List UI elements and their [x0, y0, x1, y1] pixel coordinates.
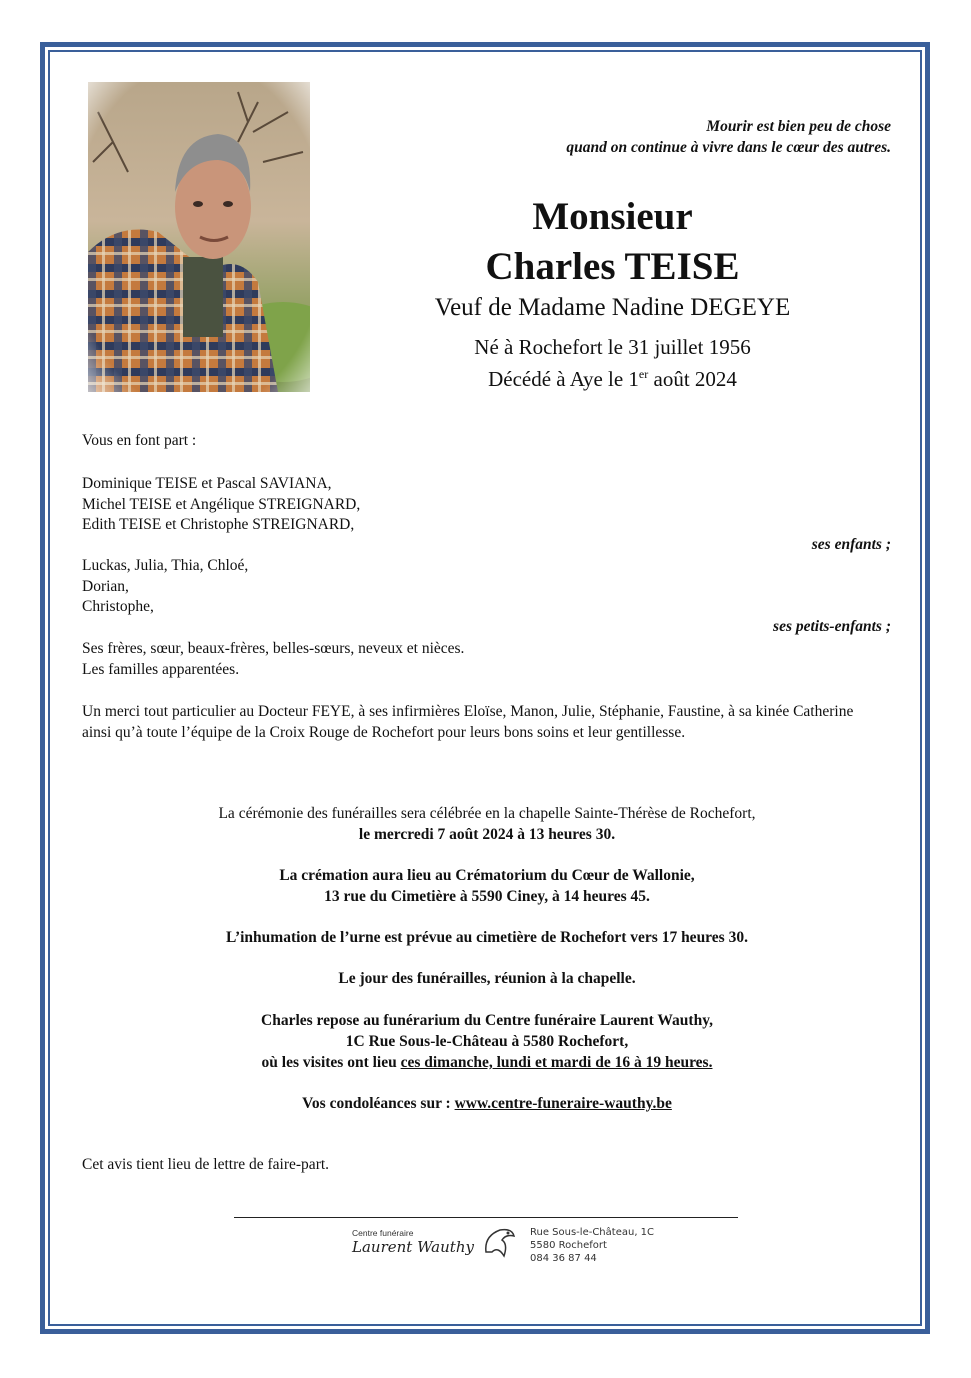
- grandchild-line: Dorian,: [82, 577, 129, 595]
- footer-divider: [234, 1217, 738, 1218]
- children-label: ses enfants ;: [811, 536, 891, 553]
- grandchildren-label: ses petits-enfants ;: [773, 618, 891, 635]
- condolences-link[interactable]: www.centre-funeraire-wauthy.be: [454, 1095, 672, 1112]
- quote-line-2: quand on continue à vivre dans le cœur des autres.: [566, 139, 891, 156]
- birth-line: Né à Rochefort le 31 juillet 1956: [474, 335, 751, 359]
- logo-phone: 084 36 87 44: [530, 1253, 597, 1264]
- ceremony-line-2: le mercredi 7 août 2024 à 13 heures 30.: [358, 826, 616, 843]
- burial-line: L’inhumation de l’urne est prévue au cimetière de Rochefort vers 17 heures 30.: [226, 929, 748, 946]
- cremation-line-2: 13 rue du Cimetière à 5590 Ciney, à 14 heures 45.: [324, 888, 650, 905]
- visits-hours: ces dimanche, lundi et mardi de 16 à 19 heures.: [400, 1054, 713, 1071]
- logo-script-text: Laurent Wauthy: [352, 1238, 474, 1256]
- ceremony-line-1: La cérémonie des funérailles sera célébrée en la chapelle Sainte-Thérèse de Rochefort,: [218, 805, 756, 822]
- death-line: [340, 361, 885, 393]
- death-sup: er: [638, 367, 649, 381]
- widow-line: Veuf de Madame Nadine DEGEYE: [434, 294, 791, 321]
- announce-line: Vous en font part :: [82, 432, 197, 449]
- visits-prefix: où les visites ont lieu: [261, 1054, 401, 1071]
- dove-icon: [482, 1222, 518, 1266]
- logo-address-line-1: Rue Sous-le-Château, 1C: [530, 1227, 655, 1238]
- cremation-block: [82, 865, 892, 907]
- child-line: Edith TEISE et Christophe STREIGNARD,: [82, 516, 355, 533]
- death-prefix: Décédé à Aye le 1: [488, 367, 639, 391]
- ceremony-block: [82, 803, 892, 845]
- family-line: Ses frères, sœur, beaux-frères, belles-sœurs, neveux et nièces.: [82, 640, 465, 657]
- gathering-line: Le jour des funérailles, réunion à la chapelle.: [338, 970, 636, 987]
- epigraph-quote: [566, 116, 891, 158]
- honorific-title: Monsieur: [532, 195, 693, 238]
- funeral-home-logo: [340, 1222, 660, 1268]
- quote-line-1: Mourir est bien peu de chose: [706, 118, 891, 135]
- condolences-prefix: Vos condoléances sur :: [302, 1095, 455, 1112]
- rest-line-2: 1C Rue Sous-le-Château à 5580 Rochefort,: [345, 1033, 629, 1050]
- child-line: Dominique TEISE et Pascal SAVIANA,: [82, 475, 332, 492]
- family-line: Les familles apparentées.: [82, 660, 240, 678]
- logo-small-text: Centre funéraire: [352, 1228, 414, 1238]
- logo-address-line-2: 5580 Rochefort: [530, 1240, 607, 1251]
- grandchild-line: Luckas, Julia, Thia, Chloé,: [82, 557, 249, 574]
- cremation-line-1: La crémation aura lieu au Crématorium du Cœur de Wallonie,: [279, 867, 695, 884]
- rest-line-3: [82, 1052, 892, 1073]
- rest-block: [82, 1010, 892, 1073]
- rest-line-1: Charles repose au funérarium du Centre funéraire Laurent Wauthy,: [261, 1012, 713, 1029]
- thanks-paragraph: Un merci tout particulier au Docteur FEYE, à ses infirmières Eloïse, Manon, Julie, Stéphanie, Faustine, à sa kinée Catherine ainsi qu’à toute l’équipe de la Croix Rouge de Rochefort pour leurs bons soins et leur gentillesse.: [82, 703, 854, 741]
- condolences-line: [82, 1093, 892, 1114]
- death-suffix: août 2024: [648, 367, 737, 391]
- deceased-name: Charles TEISE: [485, 245, 740, 288]
- grandchild-line: Christophe,: [82, 598, 154, 615]
- footer-note: Cet avis tient lieu de lettre de faire-part.: [82, 1156, 330, 1173]
- child-line: Michel TEISE et Angélique STREIGNARD,: [82, 495, 361, 513]
- logo-address: [530, 1226, 654, 1265]
- portrait-photo: [88, 82, 310, 392]
